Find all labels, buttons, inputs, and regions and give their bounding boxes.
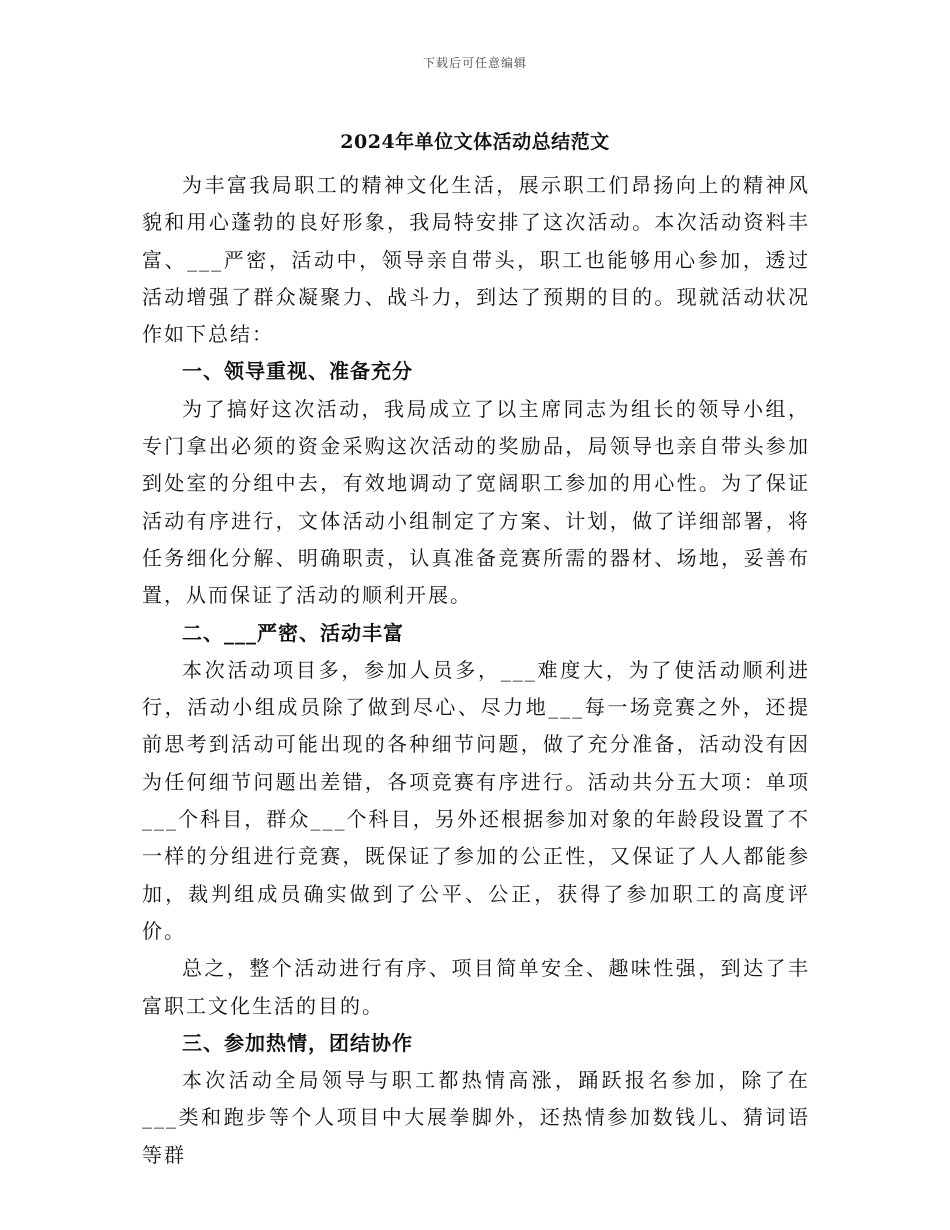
document-body [142, 167, 810, 1174]
header-note: 下载后可任意编辑 [422, 56, 527, 70]
document-title: 2024年单位文体活动总结范文 [340, 131, 610, 153]
section-heading: 二、___严密、活动丰富 [182, 620, 404, 645]
section-heading: 三、参加热情，团结协作 [182, 1030, 413, 1055]
body-paragraph: 为了搞好这次活动，我局成立了以主席同志为组长的领导小组，专门拿出必须的资金采购这次活动的奖励品，局领导也亲自带头参加到处室的分组中去，有效地调动了宽阔职工参加的用心性。为了保证活动有序进行，文体活动小组制定了方案、计划，做了详细部署，将任务细化分解、明确职责，认真准备竞赛所需的器材、场地，妥善布置，从而保证了活动的顺利开展。 [142, 396, 810, 608]
body-paragraph: 本次活动项目多，参加人员多，___难度大，为了使活动顺利进行，活动小组成员除了做到尽心、尽力地___每一场竞赛之外，还提前思考到活动可能出现的各种细节问题，做了充分准备，活动没有因为任何细节问题出差错，各项竞赛有序进行。活动共分五大项：单项___个科目，群众___个科目，另外还根据参加对象的年龄段设置了不一样的分组进行竞赛，既保证了参加的公正性，又保证了人人都能参加，裁判组成员确实做到了公平、公正，获得了参加职工的高度评价。 [142, 657, 810, 943]
body-paragraph: 总之，整个活动进行有序、项目简单安全、趣味性强，到达了丰富职工文化生活的目的。 [142, 956, 810, 1018]
intro-paragraph: 为丰富我局职工的精神文化生活，展示职工们昂扬向上的精神风貌和用心蓬勃的良好形象，我局特安排了这次活动。本次活动资料丰富、___严密，活动中，领导亲自带头，职工也能够用心参加，透过活动增强了群众凝聚力、战斗力，到达了预期的目的。现就活动状况作如下总结： [142, 173, 810, 347]
section-heading: 一、领导重视、准备充分 [182, 359, 413, 384]
body-paragraph: 本次活动全局领导与职工都热情高涨，踊跃报名参加，除了在___类和跑步等个人项目中大展拳脚外，还热情参加数钱儿、猜词语等群 [142, 1068, 810, 1167]
